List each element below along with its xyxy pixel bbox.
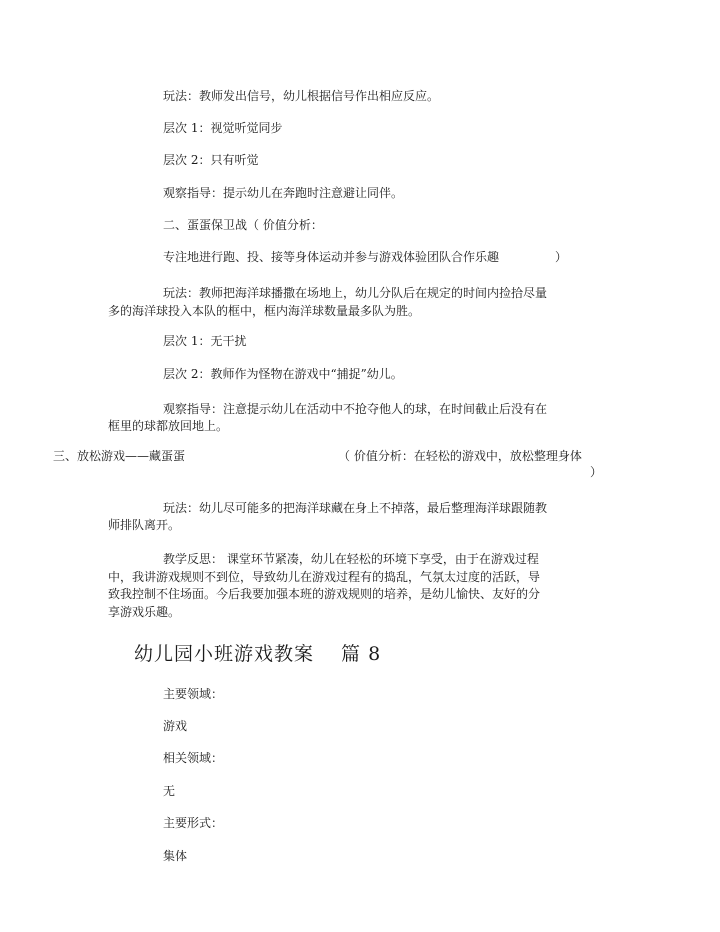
text-line: ）: [590, 465, 603, 479]
text-line: 层次 2：教师作为怪物在游戏中“捕捉”幼儿。: [163, 367, 403, 381]
text-line: 框里的球都放回地上。: [108, 419, 229, 433]
text-line: 观察指导：提示幼儿在奔跑时注意避让同伴。: [163, 186, 404, 200]
section-heading: 二、蛋蛋保卫战（ 价值分析：: [163, 218, 323, 232]
text-line: 玩法：幼儿尽可能多的把海洋球藏在身上不掉落，最后整理海洋球跟随教: [163, 501, 548, 515]
text-line: 师排队离开。: [108, 518, 181, 532]
text-line: 层次 2：只有听觉: [163, 153, 259, 167]
text-line: 玩法：教师把海洋球播撒在场地上，幼儿分队后在规定的时间内捡拾尽量: [163, 286, 548, 300]
text-line: 层次 1：无干扰: [163, 334, 247, 348]
text-line: （ 价值分析：在轻松的游戏中，放松整理身体: [338, 449, 582, 463]
text-line: 专注地进行跑、投、接等身体运动并参与游戏体验团队合作乐趣: [163, 250, 500, 264]
text-line: 层次 1：视觉听觉同步: [163, 121, 283, 135]
text-line: 教学反思： 课堂环节紧凑，幼儿在轻松的环境下享受，由于在游戏过程: [163, 552, 539, 566]
text-line: 观察指导：注意提示幼儿在活动中不抢夺他人的球，在时间截止后没有在: [163, 402, 548, 416]
text-line: 主要领域：: [163, 687, 224, 701]
text-line: 无: [163, 784, 176, 798]
text-line: ）: [555, 250, 568, 264]
text-line: 享游戏乐趣。: [108, 605, 181, 619]
text-line: 中，我讲游戏规则不到位，导致幼儿在游戏过程有的捣乱，气氛太过度的活跃，导: [108, 570, 541, 584]
text-line: 主要形式：: [163, 816, 224, 830]
text-line: 游戏: [163, 719, 188, 733]
text-line: 玩法：教师发出信号，幼儿根据信号作出相应反应。: [163, 89, 440, 103]
text-line: 多的海洋球投入本队的框中，框内海洋球数量最多队为胜。: [108, 304, 421, 318]
text-line: 集体: [163, 849, 188, 863]
text-line: 相关领域：: [163, 751, 224, 765]
text-line: 致我控制不住场面。今后我要加强本班的游戏规则的培养，是幼儿愉快、友好的分: [108, 587, 541, 601]
section-heading: 三、放松游戏——藏蛋蛋: [53, 449, 186, 463]
page-title: 幼儿园小班游戏教案 篇 8: [134, 643, 382, 665]
